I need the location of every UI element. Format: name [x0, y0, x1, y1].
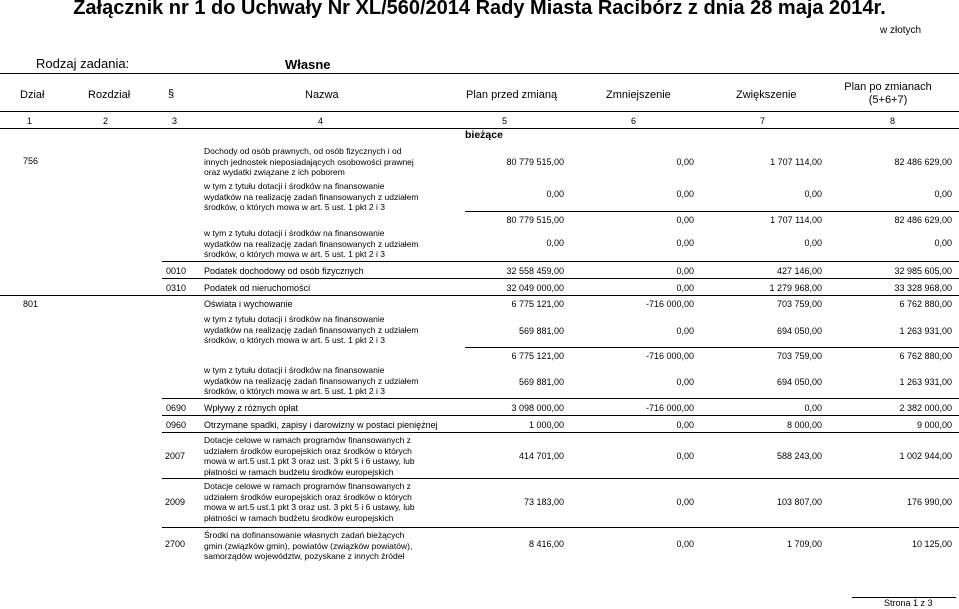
row-0690-po: 2 382 000,00 [899, 403, 952, 413]
col-zmniejszenie: Zmniejszenie [606, 89, 671, 101]
row-0310-par: 0310 [166, 283, 187, 293]
col-zwiekszenie: Zwiększenie [736, 89, 797, 101]
row-756-plan: 80 779 515,00 [506, 157, 564, 167]
document-title: Załącznik nr 1 do Uchwały Nr XL/560/2014 Rady Miasta Racibórz z dnia 28 maja 2014r. [73, 0, 886, 19]
task-type-value: Własne [285, 57, 331, 72]
row-756-biez-zmn: 0,00 [676, 215, 694, 225]
row-0690-zw: 0,00 [804, 403, 822, 413]
row-0310-plan: 32 049 000,00 [506, 283, 564, 293]
row-0010-zw: 427 146,00 [776, 266, 822, 276]
colnum-7: 7 [760, 116, 766, 126]
row-801-line [0, 295, 959, 296]
row-756-wtym-plan: 0,00 [546, 189, 564, 199]
row-2700-plan: 8 416,00 [528, 539, 564, 549]
row-801-po: 6 762 880,00 [899, 299, 952, 309]
row-801-biez-wtym-plan: 569 881,00 [518, 377, 564, 387]
row-0690-plan: 3 098 000,00 [511, 403, 564, 413]
row-801-wtym-zmn: 0,00 [676, 326, 694, 336]
row-2007-name: Dotacje celowe w ramach programów finansowanych z udziałem środków europejskich oraz środków o których mowa w art.5 ust.1 pkt 3 oraz ust. 3 pkt 5 i 6 ustawy, lub płatności w ramach budżetu środków europejskich [204, 435, 415, 477]
row-801-biez-wtym-name: w tym z tytułu dotacji i środków na finansowanie wydatków na realizację zadań finansowanych z udziałem środków, o których mowa w art. 5 ust. 1 pkt 2 i 3 [204, 365, 419, 396]
row-2007-zmn: 0,00 [676, 451, 694, 461]
row-2009-name: Dotacje celowe w ramach programów finansowanych z udziałem środków europejskich oraz środków o których mowa w art.5 ust.1 pkt 3 oraz ust. 3 pkt 5 i 6 ustawy, lub płatności w ramach budżetu środków europejskich [204, 481, 415, 523]
row-0010-zmn: 0,00 [676, 266, 694, 276]
row-0010-name: Podatek dochodowy od osób fizycznych [204, 266, 364, 276]
row-0310-zmn: 0,00 [676, 283, 694, 293]
row-2007-plan: 414 701,00 [518, 451, 564, 461]
row-756-biez-wtym-name: w tym z tytułu dotacji i środków na finansowanie wydatków na realizację zadań finansowanych z udziałem środków, o których mowa w art. 5 ust. 1 pkt 2 i 3 [204, 228, 419, 259]
row-0960-name: Otrzymane spadki, zapisy i darowizny w postaci pieniężnej [204, 420, 438, 430]
col-dzial: Dział [20, 89, 45, 101]
row-801-biez-line [465, 347, 959, 348]
row-801-wtym-zw: 694 050,00 [776, 326, 822, 336]
colnum-1: 1 [27, 116, 33, 126]
row-801-biez-plan: 6 775 121,00 [511, 351, 564, 361]
task-type-label: Rodzaj zadania: [36, 56, 130, 71]
row-801-wtym-po: 1 263 931,00 [899, 326, 952, 336]
row-0960-par: 0960 [166, 420, 187, 430]
row-801-name: Oświata i wychowanie [204, 299, 293, 309]
row-2007-zw: 588 243,00 [776, 451, 822, 461]
row-2007-line [162, 432, 959, 433]
row-2007-po: 1 002 944,00 [899, 451, 952, 461]
col-nazwa: Nazwa [305, 89, 339, 101]
header-top-line [0, 73, 959, 74]
row-756-name: Dochody od osób prawnych, od osób fizycznych i od innych jednostek nieposiadających osobowości prawnej oraz wydatki związane z ich poborem [204, 146, 414, 177]
row-756-biez-line [465, 211, 959, 212]
col-paragraf: § [168, 88, 175, 100]
colnum-5: 5 [502, 116, 508, 126]
row-801-dzial: 801 [23, 299, 39, 309]
row-0010-line [162, 261, 959, 262]
colnum-2: 2 [103, 116, 109, 126]
row-801-biez-wtym-zmn: 0,00 [676, 377, 694, 387]
colnum-6: 6 [631, 116, 637, 126]
row-2009-po: 176 990,00 [906, 497, 952, 507]
colnum-3: 3 [172, 116, 178, 126]
row-0960-plan: 1 000,00 [528, 420, 564, 430]
row-0010-plan: 32 558 459,00 [506, 266, 564, 276]
row-756-zw: 1 707 114,00 [770, 157, 822, 167]
row-2009-plan: 73 183,00 [523, 497, 564, 507]
row-756-wtym-zmn: 0,00 [676, 189, 694, 199]
row-801-zmn: -716 000,00 [645, 299, 694, 309]
row-756-biez-wtym-zmn: 0,00 [676, 238, 694, 248]
row-2700-par: 2700 [165, 539, 186, 549]
row-756-biez-po: 82 486 629,00 [894, 215, 952, 225]
row-0960-po: 9 000,00 [916, 420, 952, 430]
row-2700-po: 10 125,00 [911, 539, 952, 549]
row-0310-name: Podatek od nieruchomości [204, 283, 311, 293]
row-0310-po: 33 328 968,00 [894, 283, 952, 293]
row-2700-zw: 1 709,00 [786, 539, 822, 549]
row-801-biez-wtym-zw: 694 050,00 [776, 377, 822, 387]
row-756-biez-zw: 1 707 114,00 [770, 215, 822, 225]
row-801-biez-wtym-po: 1 263 931,00 [899, 377, 952, 387]
row-801-biez-zw: 703 759,00 [776, 351, 822, 361]
row-0690-zmn: -716 000,00 [645, 403, 694, 413]
row-0010-par: 0010 [166, 266, 187, 276]
row-756-wtym-po: 0,00 [934, 189, 952, 199]
row-0690-name: Wpływy z różnych opłat [204, 403, 299, 413]
row-0310-zw: 1 279 968,00 [769, 283, 822, 293]
row-2007-par: 2007 [165, 451, 186, 461]
row-0960-zw: 8 000,00 [786, 420, 822, 430]
row-756-wtym-zw: 0,00 [804, 189, 822, 199]
row-0690-par: 0690 [166, 403, 187, 413]
col-rozdzial: Rozdział [88, 89, 131, 101]
row-756-dzial: 756 [23, 156, 39, 166]
row-0960-zmn: 0,00 [676, 420, 694, 430]
row-801-zw: 703 759,00 [776, 299, 822, 309]
row-756-zmn: 0,00 [676, 157, 694, 167]
row-2700-line [162, 527, 959, 528]
row-756-biez-wtym-po: 0,00 [934, 238, 952, 248]
row-756-biez-wtym-zw: 0,00 [804, 238, 822, 248]
row-756-po: 82 486 629,00 [894, 157, 952, 167]
row-756-wtym-name: w tym z tytułu dotacji i środków na finansowanie wydatków na realizację zadań finansowanych z udziałem środków, o których mowa w art. 5 ust. 1 pkt 2 i 3 [204, 181, 419, 212]
row-2009-zmn: 0,00 [676, 497, 694, 507]
row-801-wtym-name: w tym z tytułu dotacji i środków na finansowanie wydatków na realizację zadań finansowanych z udziałem środków, o których mowa w art. 5 ust. 1 pkt 2 i 3 [204, 314, 419, 345]
col-plan-po-2: (5+6+7) [868, 94, 908, 106]
row-756-biez-plan: 80 779 515,00 [506, 215, 564, 225]
currency-note: w złotych [880, 25, 922, 36]
row-0960-line [162, 415, 959, 416]
colnum-4: 4 [318, 116, 324, 126]
row-801-plan: 6 775 121,00 [511, 299, 564, 309]
row-2009-line [162, 478, 959, 479]
col-plan-po-1: Plan po zmianach [844, 81, 932, 93]
page-footer: Strona 1 z 3 [884, 598, 933, 608]
row-2009-par: 2009 [165, 497, 186, 507]
row-756-biez-wtym-plan: 0,00 [546, 238, 564, 248]
row-801-biez-zmn: -716 000,00 [645, 351, 694, 361]
row-2700-zmn: 0,00 [676, 539, 694, 549]
row-801-biez-po: 6 762 880,00 [899, 351, 952, 361]
row-2009-zw: 103 807,00 [776, 497, 822, 507]
section-label: bieżące [465, 129, 503, 141]
header-bottom-line [0, 111, 959, 112]
row-0690-line [162, 398, 959, 399]
row-0010-po: 32 985 605,00 [894, 266, 952, 276]
row-0310-line [162, 278, 959, 279]
colnum-8: 8 [890, 116, 896, 126]
col-plan-przed: Plan przed zmianą [466, 89, 558, 101]
row-801-wtym-plan: 569 881,00 [518, 326, 564, 336]
row-2700-name: Środki na dofinansowanie własnych zadań bieżących gmin (związków gmin), powiatów (związków powiatów), samorządów województw, pozyskane z innych źródeł [204, 530, 413, 561]
